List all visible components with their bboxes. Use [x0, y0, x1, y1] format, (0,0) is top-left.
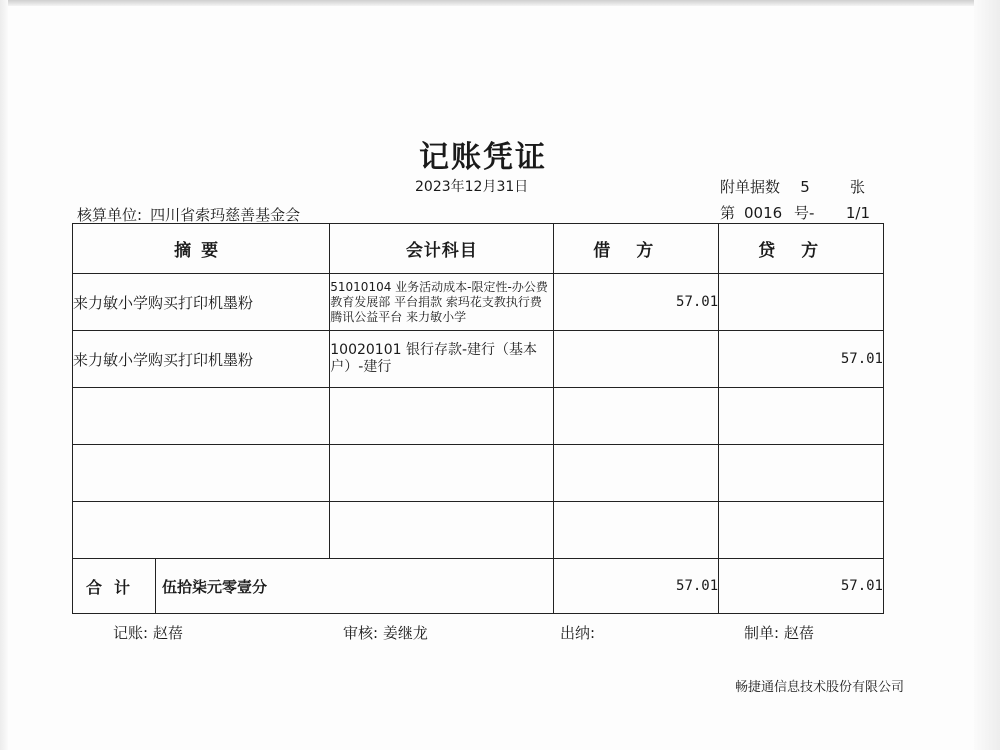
total-amount-words: 伍拾柒元零壹分: [162, 577, 268, 596]
row-account: 10020101 银行存款-建行（基本户）-建行: [330, 331, 554, 388]
scan-edge-top: [0, 0, 1000, 6]
row-credit: [719, 274, 884, 331]
row-credit: [719, 388, 884, 445]
row-credit: [719, 502, 884, 559]
accounting-unit: [77, 204, 300, 225]
row-summary: [73, 502, 330, 559]
total-cell: [73, 559, 554, 614]
table-header-row: [73, 224, 884, 274]
row-debit: [554, 502, 719, 559]
voucher-title: 记账凭证: [419, 140, 547, 175]
row-debit: [554, 331, 719, 388]
table-row: [73, 331, 884, 388]
table-row: [73, 445, 884, 502]
software-vendor: 畅捷通信息技术股份有限公司: [735, 680, 905, 695]
table-row: [73, 388, 884, 445]
signature-cashier: 出纳:: [560, 624, 596, 642]
header-credit: 贷方: [719, 224, 884, 274]
row-summary: [73, 388, 330, 445]
voucher-page: 1/1: [845, 204, 870, 222]
voucher-date: 2023年12月31日: [415, 179, 529, 195]
scan-edge-right: [974, 0, 1000, 750]
signature-reviewer: 审核: 姜继龙: [343, 624, 428, 642]
attach-label: 附单据数: [720, 178, 781, 196]
signature-bookkeeper: 记账: 赵蓓: [113, 624, 183, 642]
table-row: [73, 502, 884, 559]
header-account: 会计科目: [330, 224, 554, 274]
attachment-count: [720, 176, 865, 197]
row-account: [330, 388, 554, 445]
row-summary: 来力敏小学购买打印机墨粉: [73, 274, 330, 331]
row-credit: [719, 445, 884, 502]
voucher-number: [720, 202, 870, 223]
row-account: 51010104 业务活动成本-限定性-办公费 教育发展部 平台捐款 索玛花支教执行费 腾讯公益平台 来力敏小学: [330, 274, 554, 331]
attach-unit: 张: [850, 178, 866, 196]
table-row: [73, 274, 884, 331]
row-account: [330, 502, 554, 559]
row-account: [330, 445, 554, 502]
total-row: [73, 559, 884, 614]
total-label: 合计: [73, 559, 156, 613]
voucher-no-prefix: 第: [720, 204, 736, 222]
header-summary: 摘要: [73, 224, 330, 274]
scan-edge-left: [0, 0, 8, 750]
voucher-no-value: 0016: [744, 204, 783, 222]
unit-label: 核算单位:: [77, 206, 143, 224]
row-summary: 来力敏小学购买打印机墨粉: [73, 331, 330, 388]
ledger-table: [72, 223, 884, 614]
voucher-no-suffix: 号-: [794, 204, 815, 222]
row-credit: 57.01: [719, 331, 884, 388]
total-debit: 57.01: [554, 559, 719, 614]
header-debit: 借方: [554, 224, 719, 274]
row-debit: [554, 388, 719, 445]
row-debit: 57.01: [554, 274, 719, 331]
total-credit: 57.01: [719, 559, 884, 614]
signature-preparer: 制单: 赵蓓: [744, 624, 814, 642]
attach-count: 5: [800, 178, 810, 196]
row-debit: [554, 445, 719, 502]
row-summary: [73, 445, 330, 502]
unit-value: 四川省索玛慈善基金会: [150, 206, 301, 224]
